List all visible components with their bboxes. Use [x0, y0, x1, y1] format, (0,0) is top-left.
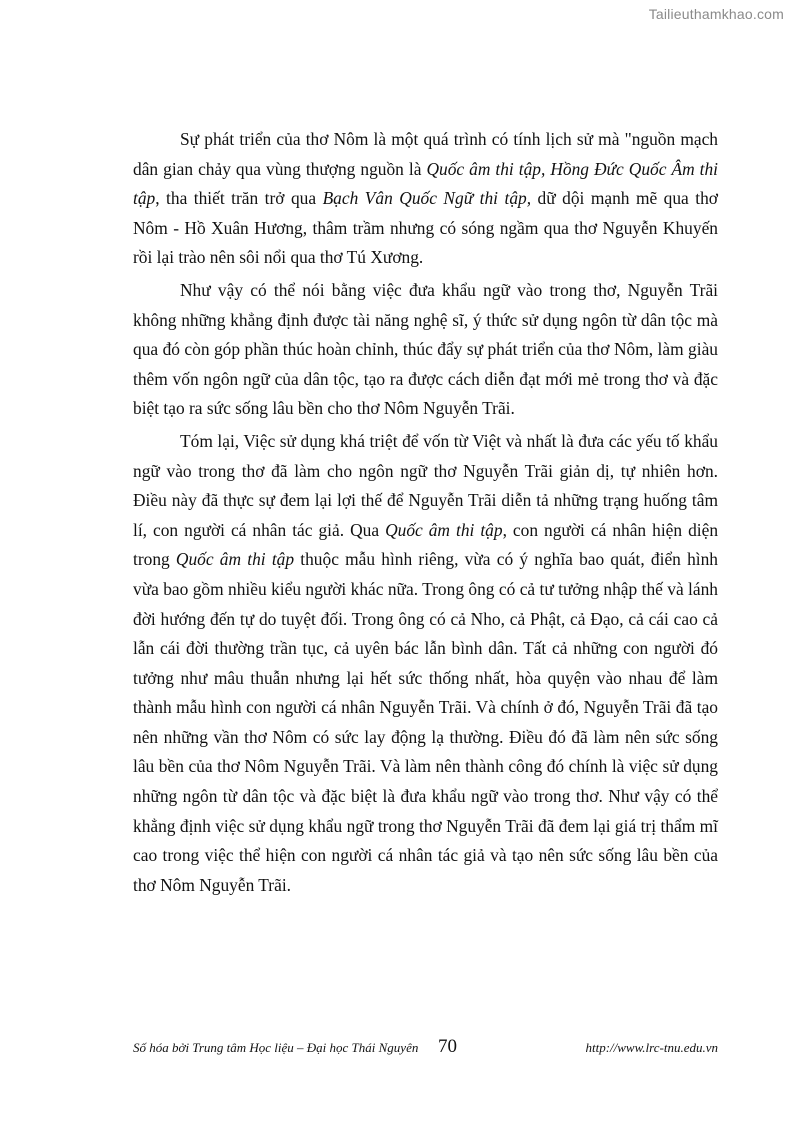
text-run: , tha thiết trăn trở qua	[155, 188, 323, 209]
text-run: dữ dội mạnh mẽ qua thơ Nôm - Hồ Xuân Hương, thâm trầm nhưng có sóng ngầm qua thơ Nguyễn Khuyến rồi lại trào nên sôi nổi qua thơ Tú Xương.	[133, 188, 718, 268]
text-run: Như vậy có thể nói bằng việc đưa khẩu ngữ vào trong thơ, Nguyễn Trãi không những khẳng định được tài năng nghệ sĩ, ý thức sử dụng ngôn từ dân tộc mà qua đó còn góp phần thúc hoàn chỉnh, thúc đẩy sự phát triển của thơ Nôm, làm giàu thêm vốn ngôn ngữ của dân tộc, tạo ra được cách diễn đạt mới mẻ trong thơ và đặc biệt tạo ra sức sống lâu bền cho thơ Nôm Nguyễn Trãi.	[133, 279, 718, 419]
text-run: , con người cá nhân hiện diện trong	[133, 519, 719, 570]
italic-title-run: Quốc âm thi tập, Hồng Đức Quốc Âm thi tập	[133, 158, 718, 209]
italic-title-run: Quốc âm thi tập	[385, 519, 503, 540]
paragraph-2	[133, 276, 718, 424]
watermark-text: Tailieuthamkhao.com	[648, 6, 784, 22]
paragraph-1	[133, 125, 718, 273]
footer-url: http://www.lrc-tnu.edu.vn	[585, 1040, 718, 1055]
document-body	[133, 125, 718, 900]
footer-source: Số hóa bởi Trung tâm Học liệu – Đại học Thái Nguyên	[133, 1040, 419, 1055]
text-run: Sự phát triển của thơ Nôm là một quá trình có tính lịch sử mà "nguồn mạch dân gian chảy qua vùng thượng nguồn là	[133, 129, 718, 179]
page-number: 70	[438, 1036, 457, 1057]
text-run: Tóm lại, Việc sử dụng khá triệt để vốn từ Việt và nhất là đưa các yếu tố khẩu ngữ vào trong thơ đã làm cho ngôn ngữ thơ Nguyễn Trãi giản dị, tự nhiên hơn. Điều này đã thực sự đem lại lợi thế để Nguyễn Trãi diễn tả những trạng huống tâm lí, con người cá nhân tác giả. Qua	[133, 430, 718, 540]
italic-title-run: Bạch Vân Quốc Ngữ thi tập,	[322, 188, 532, 209]
paragraph-3	[133, 427, 718, 901]
text-run: thuộc mẫu hình riêng, vừa có ý nghĩa bao quát, điển hình vừa bao gồm nhiều kiểu người khác nữa. Trong ông có cả tư tưởng nhập thế và lánh đời hướng đến tự do tuyệt đối. Trong ông có cả Nho, cả Phật, cả Đạo, cả cái cao cả lẫn cái đời thường trần tục, cả uyên bác lẫn bình dân. Tất cả những con người đó tưởng như mâu thuẫn nhưng lại hết sức thống nhất, hòa quyện vào nhau để làm thành mẫu hình con người cá nhân Nguyễn Trãi. Và chính ở đó, Nguyễn Trãi đã tạo nên những vần thơ Nôm có sức lay động lạ thường. Điều đó đã làm nên sức sống lâu bền của thơ Nôm Nguyễn Trãi. Và làm nên thành công đó chính là việc sử dụng những ngôn từ dân tộc và đặc biệt là đưa khẩu ngữ vào trong thơ. Như vậy có thể khẳng định việc sử dụng khẩu ngữ trong thơ Nguyễn Trãi đã đem lại giá trị thẩm mĩ cao trong việc thể hiện con người cá nhân tác giả và tạo nên sức sống lâu bền của thơ Nôm Nguyễn Trãi.	[133, 549, 718, 895]
italic-title-run: Quốc âm thi tập	[175, 549, 295, 570]
page-footer	[133, 1036, 718, 1062]
